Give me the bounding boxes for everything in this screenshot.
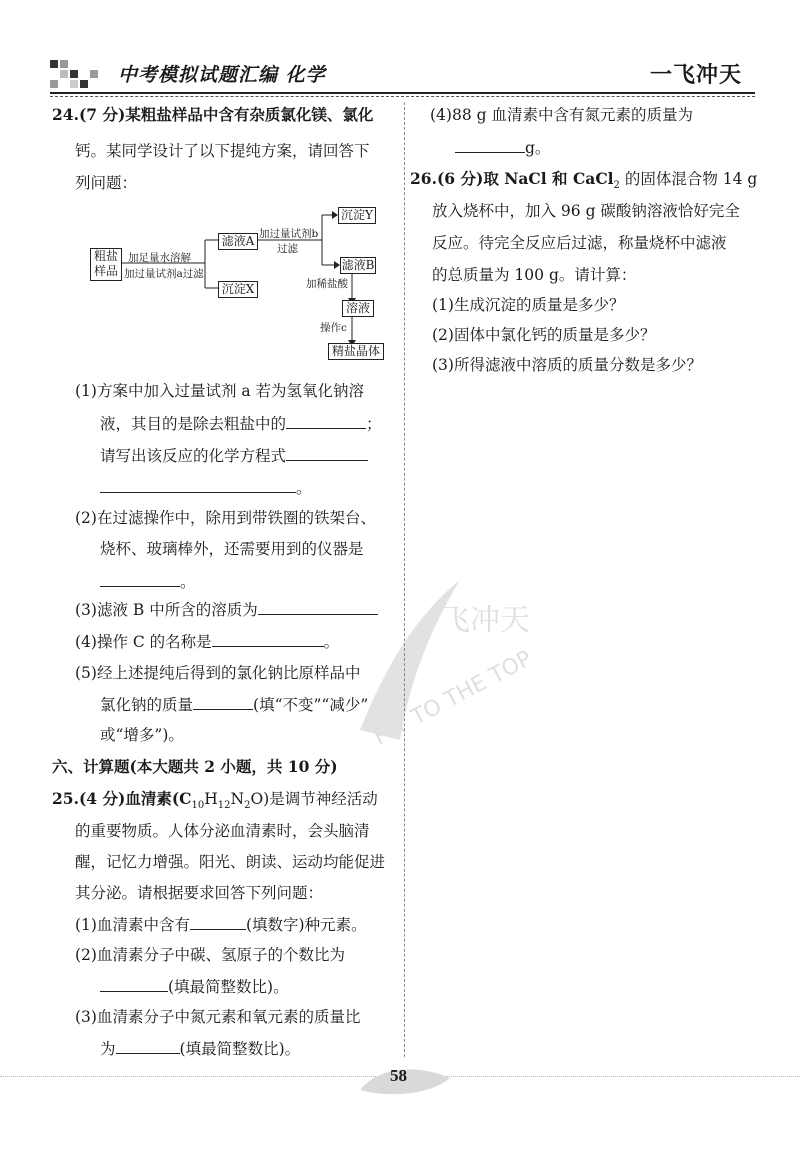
page-header bbox=[0, 0, 800, 100]
q24-p3-line bbox=[75, 598, 378, 621]
q24-p1-blank3[interactable] bbox=[100, 476, 296, 493]
q24-p5-blank[interactable] bbox=[193, 693, 253, 710]
diagram-step2-top: 加过量试剂b bbox=[259, 228, 319, 240]
q24-p4-text: (4)操作 C 的名称是 bbox=[75, 633, 212, 651]
header-rule-dashed bbox=[50, 96, 755, 97]
q26-stem-b: 的固体混合物 14 g bbox=[619, 170, 758, 188]
q25-p1-line bbox=[75, 913, 367, 936]
section-6-heading: 六、计算题(本大题共 2 小题，共 10 分) bbox=[52, 757, 338, 776]
q25-stem-line2: 的重要物质。人体分泌血清素时，会头脑清 bbox=[75, 822, 370, 840]
q24-p2-period: 。 bbox=[180, 573, 196, 591]
q25-p1-hint: (填数字)种元素。 bbox=[245, 916, 367, 934]
q24-p5-line1: (5)经上述提纯后得到的氯化钠比原样品中 bbox=[75, 664, 361, 682]
q25-p4-blank[interactable] bbox=[455, 136, 525, 153]
header-title: 中考模拟试题汇编 化学 bbox=[118, 64, 326, 86]
q26-sub: 2 bbox=[613, 180, 620, 192]
q25-p3-prefix: 为 bbox=[100, 1040, 116, 1058]
page-number: 58 bbox=[390, 1066, 407, 1085]
q24-p1-equation-prompt: 请写出该反应的化学方程式 bbox=[100, 447, 287, 465]
q24-p4-blank[interactable] bbox=[212, 630, 324, 647]
q26-question-3: (3)所得滤液中溶质的质量分数是多少？ bbox=[432, 356, 702, 374]
q24-p4-period: 。 bbox=[323, 633, 340, 651]
q26-stem-line4: 的总质量为 100 g。请计算： bbox=[432, 266, 637, 284]
diagram-step3: 加稀盐酸 bbox=[306, 278, 348, 290]
diagram-product: 精盐晶体 bbox=[328, 343, 384, 360]
diagram-precipitate-x: 沉淀X bbox=[218, 281, 258, 298]
q24-stem-line1: 24.(7 分)某粗盐样品中含有杂质氯化镁、氯化 bbox=[52, 105, 374, 124]
q25-p4-unit: g。 bbox=[525, 139, 551, 157]
q26-stem-line1 bbox=[410, 168, 757, 197]
q25-p2-line2 bbox=[100, 975, 289, 998]
q25-p1-blank[interactable] bbox=[190, 913, 246, 930]
q24-p1-line3 bbox=[100, 444, 368, 467]
q25-sub-n: 2 bbox=[244, 800, 251, 812]
diagram-step1-top: 加足量水溶解 bbox=[128, 252, 191, 264]
q24-p3-text: (3)滤液 B 中所含的溶质为 bbox=[75, 601, 258, 619]
diagram-solution: 溶液 bbox=[342, 300, 374, 317]
diagram-filtrate-b: 滤液B bbox=[341, 258, 375, 272]
header-rule bbox=[50, 92, 755, 94]
q25-sub-h: 12 bbox=[217, 800, 231, 812]
q25-stem-line3: 醒，记忆力增强。阳光、朗读、运动均能促进 bbox=[75, 853, 386, 871]
diagram-filtrate-a: 滤液A bbox=[218, 233, 258, 250]
q26-stem-line2: 放入烧杯中，加入 96 g 碳酸钠溶液恰好完全 bbox=[432, 202, 740, 220]
q24-p1-line1: (1)方案中加入过量试剂 a 若为氢氧化钠溶 bbox=[75, 382, 365, 400]
watermark-logo bbox=[320, 560, 560, 760]
q24-p5-text: 氯化钠的质量 bbox=[100, 696, 194, 714]
q26-stem-line3: 反应。待完全反应后过滤，称量烧杯中滤液 bbox=[432, 234, 727, 252]
q24-p5-line2 bbox=[100, 693, 368, 716]
q24-p3-blank[interactable] bbox=[258, 598, 378, 615]
q24-p1-period: 。 bbox=[296, 479, 312, 497]
q25-p3-line2 bbox=[100, 1037, 300, 1060]
q25-p4-line2 bbox=[455, 136, 550, 159]
q25-p3-hint: (填最简整数比)。 bbox=[179, 1040, 301, 1058]
q24-p2-blank[interactable] bbox=[100, 570, 180, 587]
q25-stem-c: N bbox=[230, 790, 245, 808]
header-brand: 一飞冲天 bbox=[650, 62, 743, 88]
q24-p1-line4 bbox=[100, 476, 312, 499]
q25-stem-d: O)是调节神经活动 bbox=[250, 790, 378, 808]
q24-p5-hint: (填“不变”“减少” bbox=[253, 696, 369, 714]
diagram-start-crude-salt: 粗盐 样品 bbox=[90, 248, 122, 281]
q25-p2-blank[interactable] bbox=[100, 975, 168, 992]
q25-p3-blank[interactable] bbox=[116, 1037, 180, 1054]
q24-p1-blank2[interactable] bbox=[286, 444, 368, 461]
header-checker-decoration bbox=[50, 60, 102, 90]
q24-p1-line2 bbox=[100, 412, 382, 435]
q26-stem-a: 26.(6 分)取 NaCl 和 CaCl bbox=[410, 169, 614, 188]
q25-stem-line1 bbox=[52, 788, 378, 817]
q25-p2-hint: (填最简整数比)。 bbox=[168, 978, 289, 996]
diagram-step1-bottom: 加过量试剂a过滤 bbox=[124, 268, 204, 280]
q25-p2-line1: (2)血清素分子中碳、氢原子的个数比为 bbox=[75, 946, 345, 964]
watermark-chinese: 飞冲天 bbox=[440, 603, 530, 638]
q24-p5-line3: 或“增多”)。 bbox=[100, 726, 184, 744]
q26-question-2: (2)固体中氯化钙的质量是多少？ bbox=[432, 326, 656, 344]
q24-p1-semicolon: ； bbox=[366, 415, 382, 433]
q24-p1-text: 液，其目的是除去粗盐中的 bbox=[100, 415, 287, 433]
q24-p2-line1: (2)在过滤操作中，除用到带铁圈的铁架台、 bbox=[75, 509, 376, 527]
q25-stem-line4: 其分泌。请根据要求回答下列问题： bbox=[75, 884, 324, 902]
q25-sub-c: 10 bbox=[191, 800, 205, 812]
q25-p4-line1: (4)88 g 血清素中含有氮元素的质量为 bbox=[430, 106, 693, 124]
q24-stem-line2: 钙。某同学设计了以下提纯方案，请回答下 bbox=[75, 142, 370, 160]
q25-stem-b: H bbox=[204, 790, 218, 808]
q25-p1-text: (1)血清素中含有 bbox=[75, 916, 190, 934]
diagram-step2-bottom: 过滤 bbox=[277, 243, 298, 255]
q24-stem-line3: 列问题： bbox=[75, 174, 138, 192]
diagram-step4: 操作c bbox=[320, 322, 347, 334]
q25-p3-line1: (3)血清素分子中氮元素和氧元素的质量比 bbox=[75, 1008, 361, 1026]
q24-p2-line3 bbox=[100, 570, 196, 593]
q26-question-1: (1)生成沉淀的质量是多少？ bbox=[432, 296, 625, 314]
q24-p4-line bbox=[75, 630, 339, 653]
q24-p1-blank1[interactable] bbox=[286, 412, 366, 429]
diagram-precipitate-y: 沉淀Y bbox=[338, 207, 376, 224]
q24-p2-line2: 烧杯、玻璃棒外，还需要用到的仪器是 bbox=[100, 540, 364, 558]
watermark-english: FLY TO THE TOP bbox=[369, 646, 537, 751]
q25-stem-a: 25.(4 分)血清素(C bbox=[52, 789, 192, 808]
